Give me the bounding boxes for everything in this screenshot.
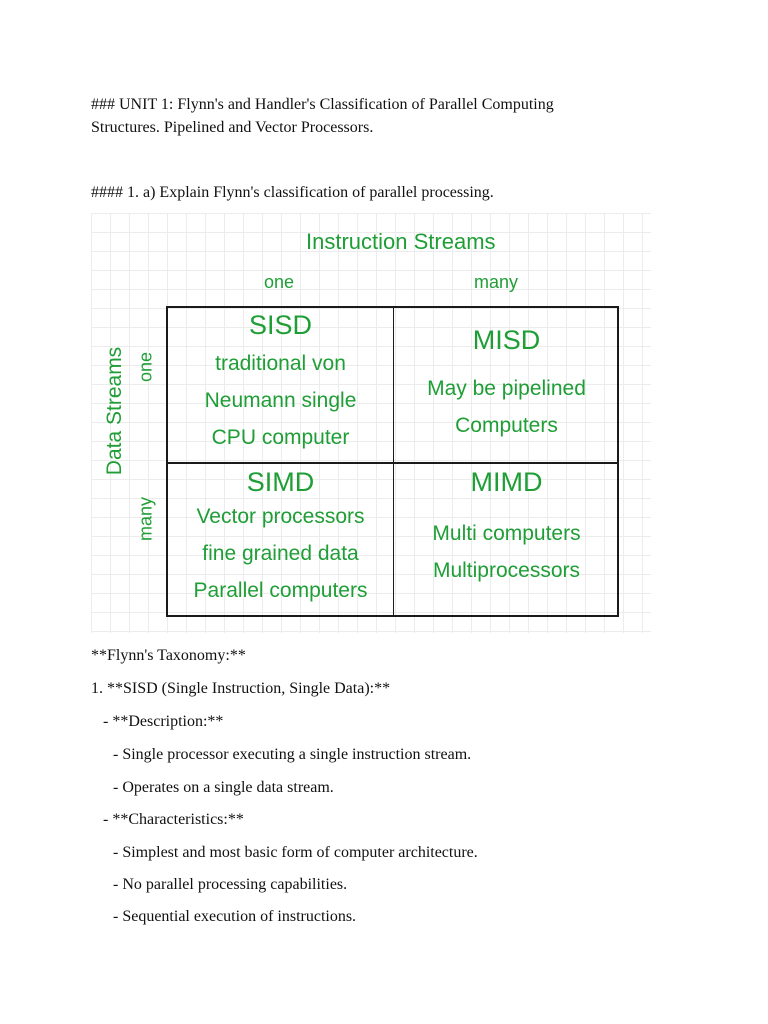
cell-sisd-line: CPU computer	[211, 426, 350, 449]
question-heading: #### 1. a) Explain Flynn's classification of parallel processing.	[91, 184, 494, 201]
cell-simd-line: Parallel computers	[193, 579, 368, 602]
content-line: - No parallel processing capabilities.	[113, 876, 348, 893]
content-line: 1. **SISD (Single Instruction, Single Data):**	[91, 680, 391, 697]
cell-sisd	[168, 308, 393, 456]
cell-simd-line: fine grained data	[202, 542, 359, 565]
content-line: - **Description:**	[103, 713, 224, 730]
content-line: - Simplest and most basic form of computer architecture.	[113, 844, 478, 861]
instruction-streams-title: Instruction Streams	[306, 229, 496, 254]
data-many-label: many	[135, 496, 156, 542]
cell-mimd-line: Multiprocessors	[432, 559, 581, 582]
cell-sisd-line: Neumann single	[204, 389, 357, 412]
data-streams-title: Data Streams	[103, 346, 126, 476]
cell-misd-line: May be pipelined	[427, 377, 586, 400]
content-line: - **Characteristics:**	[103, 811, 244, 828]
data-one-label: one	[135, 351, 156, 383]
content-line: - Single processor executing a single instruction stream.	[113, 746, 472, 763]
classification-grid	[166, 306, 619, 617]
instruction-one-label: one	[264, 272, 295, 292]
cell-misd-title: MISD	[472, 325, 541, 355]
cell-simd	[168, 464, 393, 609]
flynn-classification-diagram	[91, 213, 651, 633]
cell-sisd-line: traditional von	[215, 352, 346, 375]
unit-heading-line-2: Structures. Pipelined and Vector Processors.	[91, 119, 374, 136]
content-line: - Sequential execution of instructions.	[113, 908, 357, 925]
cell-mimd-line: Multi computers	[432, 522, 581, 545]
cell-simd-title: SIMD	[246, 467, 315, 497]
instruction-many-label: many	[474, 272, 519, 292]
cell-misd	[394, 308, 619, 444]
cell-mimd	[394, 464, 619, 589]
unit-heading-line-1: ### UNIT 1: Flynn's and Handler's Classification of Parallel Computing	[91, 96, 554, 113]
cell-mimd-title: MIMD	[470, 467, 543, 497]
cell-sisd-title: SISD	[248, 310, 313, 340]
content-line: - Operates on a single data stream.	[113, 779, 334, 796]
cell-misd-line: Computers	[455, 414, 558, 437]
taxonomy-heading: **Flynn's Taxonomy:**	[91, 647, 246, 664]
cell-simd-line: Vector processors	[196, 505, 365, 528]
